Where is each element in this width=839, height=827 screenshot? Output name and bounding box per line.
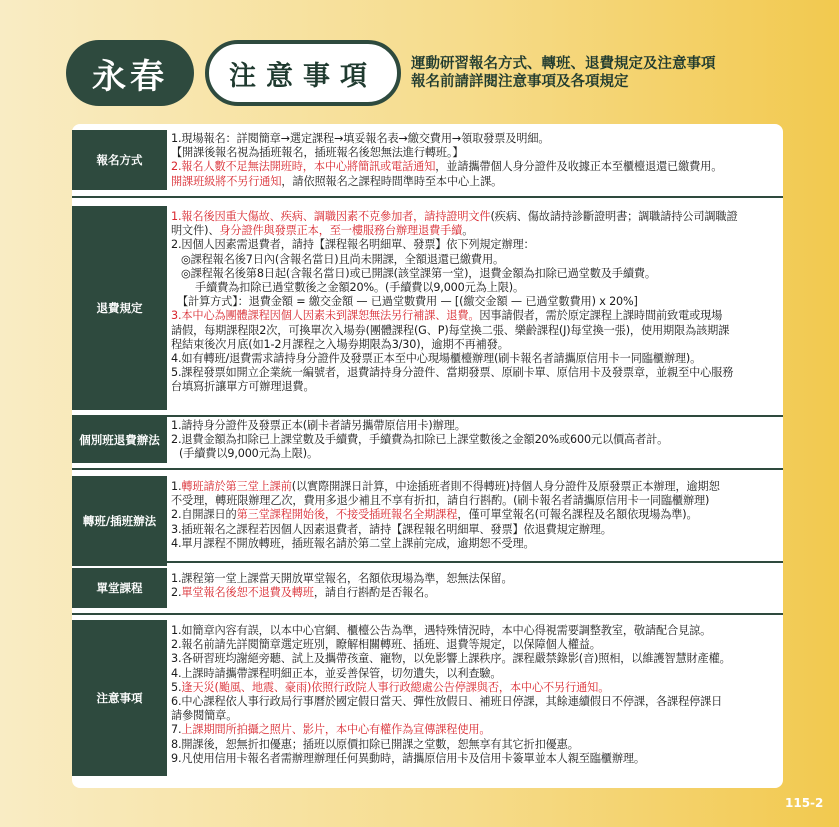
text-line: 3.插班報名之課程若因個人因素退費者，請持【課程報名明細單、發票】依退費規定辦理。 [171, 522, 612, 536]
section-refund [72, 206, 783, 410]
section-registration [72, 130, 783, 190]
text-line: 請參閱簡章。 [171, 709, 238, 723]
text-line: ◎課程報名後7日內(含報名當日)且尚未開課，全額退還已繳費用。 [181, 252, 505, 266]
text-line: 請假，每期課程限2次，可換單次入場券(團體課程(G、P)每堂換二張、樂齡課程(J)每堂換一張)，使用期限為該期課 [171, 323, 730, 337]
notice-card [72, 124, 783, 788]
highlight-text: 2.報名人數不足無法開班時，本中心將簡訊或電話通知 [171, 160, 436, 174]
section-single [72, 568, 783, 608]
text-line: 開課班級將不另行通知，請依照報名之課程時間準時至本中心上課。 [171, 174, 503, 188]
text-line: 1.課程第一堂上課當天開放單堂報名，名額依現場為準，恕無法保留。 [171, 572, 513, 585]
brand-logo: 永春 [66, 40, 194, 106]
notice-title: 注意事項 [205, 40, 401, 106]
section-content [171, 572, 771, 600]
page-number: 115-2 [785, 796, 824, 810]
text-line: 手續費為扣除已過堂數後之金額20%。(手續費以9,000元為上限)。 [195, 281, 525, 295]
section-content [171, 132, 771, 189]
section-label: 注意事項 [72, 620, 167, 776]
text-line: 2.因個人因素需退費者，請持【課程報名明細單、發票】依下列規定辦理： [171, 238, 535, 252]
subtitle-line-2: 報名前請詳閱注意事項及各項規定 [411, 74, 629, 90]
text-line: ◎課程報名後第8日起(含報名當日)或已開課(該堂課第一堂)，退費金額為扣除已過堂數及手續費。 [181, 266, 656, 280]
text-line: 1.現場報名：詳閱簡章→選定課程→填妥報名表→繳交費用→領取發票及明細。 [171, 132, 550, 145]
divider [72, 613, 783, 615]
section-label: 退費規定 [72, 206, 167, 410]
text-line: 7.上課期間所拍攝之照片、影片，本中心有權作為宣傳課程使用。 [171, 723, 491, 737]
section-content [171, 480, 771, 551]
highlight-text: 單堂報名後恕不退費及轉班 [181, 586, 314, 600]
subtitle-line-1: 運動研習報名方式、轉班、退費規定及注意事項 [411, 56, 716, 72]
text-line: 4.上課時請攜帶課程明細正本，並妥善保管，切勿遺失，以利查驗。 [171, 666, 502, 680]
text-line: 【計算方式】：退費金額 = 繳交金額 — 已過堂數費用 — [(繳交金額 — 已過堂數費用) x 20%] [177, 295, 638, 309]
section-label: 個別班退費辦法 [72, 417, 167, 463]
section-label: 報名方式 [72, 130, 167, 190]
highlight-text: 開課班級將不另行通知 [171, 174, 282, 188]
text-line: 2.報名前請先詳閱簡章選定班別，瞭解相關轉班、插班、退費等規定，以保障個人權益。 [171, 638, 601, 652]
text-line: 【開課後報名視為插班報名，插班報名後恕無法進行轉班。】 [171, 146, 464, 160]
text-line: 6.中心課程依人事行政局行事曆於國定假日當天、彈性放假日、補班日停課，其餘連續假日不停課，各課程停課日 [171, 695, 723, 709]
text-line: 1.報名後因重大傷故、疾病、調職因素不克參加者，請持證明文件(疾病、傷故請持診斷證明書；調職請持公司調職證 [171, 210, 738, 223]
text-line: 不受理，轉班限辦理乙次，費用多退少補且不享有折扣，請自行斟酌。(刷卡報名者請攜原信用卡一同臨櫃辦理) [171, 494, 710, 508]
section-content [171, 419, 771, 462]
highlight-text: 3.本中心為團體課程因個人因素未到課恕無法另行補課、退費。 [171, 309, 480, 323]
text-line: 5.課程發票如開立企業統一編號者，退費請持身分證件、當期發票、原刷卡單、原信用卡及發票章，並親至中心服務 [171, 366, 734, 380]
text-line: 1.轉班請於第三堂上課前(以實際開課日計算，中途插班者則不得轉班)持個人身分證件及原發票正本辦理，逾期恕 [171, 480, 720, 493]
highlight-text: 身分證件與發票正本，至一樓服務台辦理退費手續 [219, 224, 463, 238]
section-label: 單堂課程 [72, 568, 167, 608]
highlight-text: 1.報名後因重大傷故、疾病、調職因素不克參加者，請持證明文件 [171, 210, 491, 223]
text-line: 2.報名人數不足無法開班時，本中心將簡訊或電話通知，並請攜帶個人身分證件及收據正本至櫃檯退還已繳費用。 [171, 160, 723, 174]
text-line: 台填寫折讓單方可辦理退費。 [171, 380, 315, 394]
text-line: 程結束後次月底(如1-2月課程之入場券期限為3/30)，逾期不再補發。 [171, 337, 509, 351]
section-transfer [72, 476, 783, 566]
header [0, 0, 839, 120]
text-line: 9.凡使用信用卡報名者需辦理辦理任何異動時，請攜原信用卡及信用卡簽單並本人親至臨櫃辦理。 [171, 751, 645, 765]
divider [72, 468, 783, 470]
text-line: 3.本中心為團體課程因個人因素未到課恕無法另行補課、退費。因事請假者，需於原定課程上課時間前致電或現場 [171, 309, 723, 323]
text-line: 1.請持身分證件及發票正本(刷卡者請另攜帶原信用卡)辦理。 [171, 419, 466, 432]
text-line: 4.如有轉班/退費需求請持身分證件及發票正本至中心現場櫃檯辦理(刷卡報名者請攜原信用卡一同臨櫃辦理)。 [171, 352, 702, 366]
text-line: 2.單堂報名後恕不退費及轉班，請自行斟酌是否報名。 [171, 586, 436, 600]
divider [72, 196, 783, 198]
highlight-text: 上課期間所拍攝之照片、影片，本中心有權作為宣傳課程使用。 [181, 723, 491, 737]
section-label: 轉班/插班辦法 [72, 476, 167, 566]
highlight-text: 第三堂課程開始後，不接受插班報名全期課程 [236, 508, 458, 522]
text-line: 1.如簡章內容有誤，以本中心官網、櫃檯公告為準，遇特殊情況時，本中心得視需要調整教室，敬請配合見諒。 [171, 624, 712, 637]
text-line: 8.開課後，恕無折扣優惠；插班以原價扣除已開課之堂數，恕無享有其它折扣優惠。 [171, 737, 579, 751]
text-line: 4.單月課程不開放轉班，插班報名請於第二堂上課前完成，逾期恕不受理。 [171, 536, 535, 550]
section-notes [72, 620, 783, 776]
subtitle [411, 55, 716, 91]
text-line: 2.自開課日的第三堂課程開始後，不接受插班報名全期課程，僅可單堂報名(可報名課程及名額依現場為準)。 [171, 508, 698, 522]
section-content [171, 210, 771, 395]
text-line: 5.逢天災(颱風、地震、豪雨)依照行政院人事行政總處公告停課與否，本中心不另行通知。 [171, 680, 610, 694]
section-content [171, 624, 771, 766]
highlight-text: 轉班請於第三堂上課前 [181, 480, 292, 493]
highlight-text: 逢天災(颱風、地震、豪雨)依照行政院人事行政總處公告停課與否，本中心不另行通知。 [181, 680, 610, 694]
text-line: (手續費以9,000元為上限)。 [179, 447, 319, 461]
text-line: 3.各研習班均謝絕旁聽、試上及攜帶孩童、寵物，以免影響上課秩序。課程嚴禁錄影(音)照相，以維護智慧財產權。 [171, 652, 731, 666]
divider [72, 561, 783, 563]
section-individual [72, 417, 783, 463]
text-line: 2.退費金額為扣除已上課堂數及手續費，手續費為扣除已上課堂數後之金額20%或600元以價高者計。 [171, 433, 669, 447]
text-line: 明文件)、身分證件與發票正本，至一樓服務台辦理退費手續。 [171, 224, 474, 238]
